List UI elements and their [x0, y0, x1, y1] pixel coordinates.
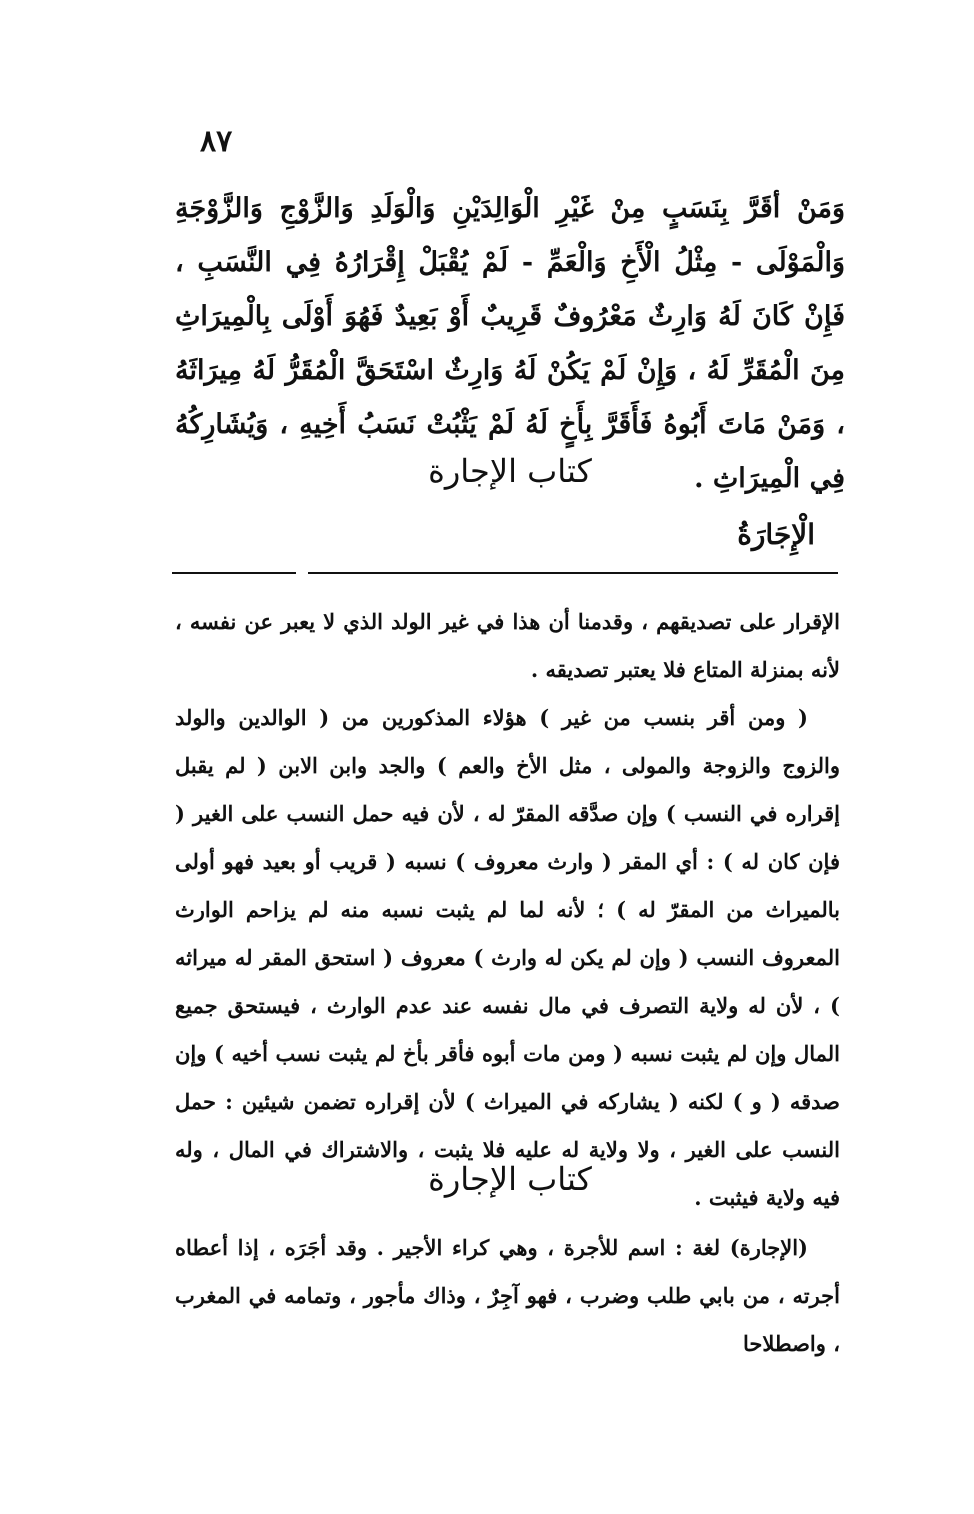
section-subheading: الْإِجَارَةُ — [737, 518, 815, 551]
commentary-paragraph: الإقرار على تصديقهم ، وقدمنا أن هذا في غير الولد الذي لا يعبر عن نفسه ، لأنه بمنزلة المتاع فلا يعتبر تصديقه . — [175, 609, 840, 682]
chapter-heading: كتاب الإجارة — [428, 452, 592, 490]
commentary-block — [175, 598, 840, 1222]
page-number: ٨٧ — [200, 124, 233, 159]
commentary-paragraph: (الإجارة) لغة : اسم للأجرة ، وهي كراء الأجير . وقد أجَرَه ، إذا أعطاه أجرته ، من بابي طلب وضرب ، فهو آجِرٌ ، وذاك مأجور ، وتمامه في المغرب ، واصطلاحا — [175, 1235, 840, 1356]
commentary-chapter-heading: كتاب الإجارة — [428, 1160, 592, 1198]
commentary-ijara-block — [175, 1224, 840, 1368]
main-text-paragraph: وَمَنْ أقَرَّ بِنَسَبٍ مِنْ غَيْرِ الْوَالِدَيْنِ وَالْوَلَدِ وَالزَّوْجِ وَالزَّوْجَةِ وَالْمَوْلَى - مِثْلُ الْأَخِ وَالْعَمِّ - لَمْ يُقْبَلْ إِقْرَارُهُ فِي النَّسَبِ ، فَإِنْ كَانَ لَهُ وَارِثٌ مَعْرُوفٌ قَرِيبٌ أَوْ بَعِيدٌ فَهُوَ أَوْلَى بِالْمِيرَاثِ مِنَ الْمُقَرِّ لَهُ ، وَإِنْ لَمْ يَكُنْ لَهُ وَارِثٌ اسْتَحَقَّ الْمُقَرُّ لَهُ مِيرَاثَهُ ، وَمَنْ مَاتَ أَبُوهُ فَأَقَرَّ بِأَخٍ لَهُ لَمْ يَثْبُتْ نَسَبُ أَخِيهِ ، وَيُشَارِكُهُ فِي الْمِيرَاثِ . — [175, 193, 845, 494]
footnote-divider-long — [308, 572, 838, 574]
commentary-paragraph: ( ومن أقر بنسب من غير ) هؤلاء المذكورين من ( الوالدين والولد والزوج والزوجة والمولى ، مثل الأخ والعم ) والجد وابن الابن ( لم يقبل إقراره في النسب ) وإن صدَّقه المقرّ له ، لأن فيه حمل النسب على الغير ( فإن كان له ) : أي المقر ( وارث معروف ) نسبه ( قريب أو بعيد فهو أولى بالميراث من المقرّ له ) ؛ لأنه لما لم يثبت نسبه منه لم يزاحم الوارث المعروف النسب ( وإن لم يكن له وارث ) معروف ( استحق المقر له ميراثه ) ، لأن له ولاية التصرف في مال نفسه عند عدم الوارث ، فيستحق جميع المال وإن لم يثبت نسبه ( ومن مات أبوه فأقر بأخ لم يثبت نسب أخيه ) وإن صدقه ( و ) لكنه ( يشاركه في الميراث ) لأن إقراره تضمن شيئين : حمل النسب على الغير ، ولا ولاية له عليه فلا يثبت ، والاشتراك في المال ، وله فيه ولاية فيثبت . — [175, 705, 840, 1210]
footnote-divider-short — [172, 572, 296, 574]
